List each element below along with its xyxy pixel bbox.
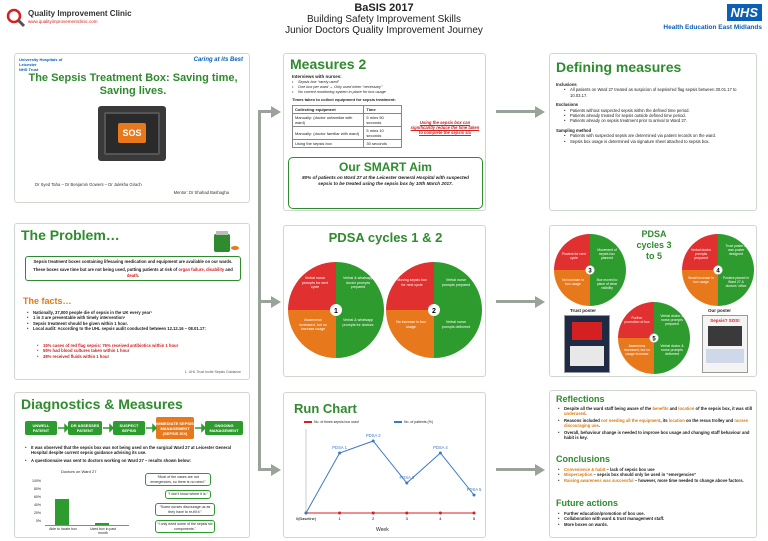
data-point (338, 452, 341, 455)
pdsa12-title: PDSA cycles 1 & 2 (328, 230, 443, 245)
data-point (405, 482, 408, 485)
defining-title: Defining measures (556, 59, 682, 75)
pdsa-label: PDSA 4 (433, 445, 448, 450)
magnifier-icon (6, 8, 26, 28)
org-subname: NHS Trust (19, 67, 39, 72)
reflection-text: , its (660, 417, 669, 423)
problem-panel (14, 223, 250, 380)
trust-poster (564, 315, 610, 373)
smart-box (288, 157, 483, 209)
future-item: • Collaboration with ward & trust management staff. (558, 516, 754, 521)
x-cat-1: Able to locate box (49, 527, 77, 531)
logo-title: Quality Improvement Clinic (28, 9, 132, 18)
y-tick: 80% (33, 487, 41, 491)
svg-text:5: 5 (652, 336, 656, 343)
x-tick-label: 4 (439, 516, 442, 521)
conclusion-text: – lack of sepsis box use (605, 467, 655, 472)
reflection-text: . (598, 423, 600, 429)
table-cell: Manually: (doctor unfamiliar with ward) (293, 114, 364, 127)
conclusion-text: – however, more time needed to change above factors. (633, 477, 744, 483)
facts-title: The facts… (23, 296, 72, 306)
x-tick-label: 2 (372, 516, 375, 521)
reflection-text: Overall, behaviour change is needed to improve box usage and changing staff behaviour and habit is key. (564, 429, 750, 441)
uhl-logo (19, 57, 79, 72)
interview-item: • Sepsis box “rarely used” (292, 80, 386, 85)
data-point (338, 512, 341, 515)
conclusions-title: Conclusions (556, 454, 611, 464)
reflection-item (558, 430, 754, 441)
flow-step-2: DR ASSESSES PATIENT (68, 421, 102, 435)
diag-item: • It was observed that the sepsis box was not being used on the surgical Ward 27 at Leicester General Hospital despite current sepsis guidance advising its use. (25, 445, 243, 456)
future-list (558, 511, 754, 527)
c3-act: Posters for next cycle (562, 252, 586, 261)
reflection-item (558, 418, 754, 429)
fact-item: • 1 in 3 are preventable with timely intervention¹ (27, 315, 239, 320)
reflection-item (558, 406, 754, 417)
interview-item: • One box per ward → Only used when “necessary” (292, 85, 386, 90)
legend-2-label: No. of patients (%) (404, 420, 433, 424)
data-point (372, 440, 375, 443)
page-subtitle: Building Safety Improvement Skills (307, 14, 461, 25)
c3-do: Box moved to place of clear visibility (596, 278, 618, 291)
problem-p2 (30, 267, 236, 278)
future-item: • More boxes on wards. (558, 522, 754, 527)
pdsa12-panel (283, 225, 486, 377)
measures2-title: Measures 2 (290, 56, 367, 72)
logo-url: www.qualityimprovementclinic.com (28, 19, 98, 24)
mentor: Mentor: Dr Shahad Bashagha (173, 190, 229, 195)
smart-title: Our SMART Aim (339, 160, 432, 174)
fact-item: • Local audit: According to the UHL sepsis audit conducted between 12.12.16 – 08.01.17: (27, 326, 239, 331)
pdsa-label: PDSA 5 (466, 487, 482, 492)
pdsa35-title: PDSA cycles 3 to 5 (636, 229, 672, 261)
quote-1: “Most of the cases are not emergencies, so there is no need.” (145, 473, 211, 486)
svg-text:2: 2 (432, 308, 436, 315)
our-poster (702, 315, 748, 373)
reflection-text: of the sepsis box, it was still (694, 406, 753, 411)
x-tick-label: 3 (405, 516, 408, 521)
c2-study: No increase in box usage (396, 320, 426, 329)
reflection-key: underused (564, 411, 586, 417)
problem-box (25, 256, 241, 281)
questionnaire-chart-title: Doctors on Ward 27 (61, 469, 97, 474)
th-time: Time (364, 106, 402, 114)
sampling-item: • Sepsis box usage is determined via signature sheet attached to sepsis box. (564, 139, 752, 144)
c2-do: Verbal nurse prompts delivered (441, 320, 471, 329)
conclusions-list (558, 467, 754, 483)
quote-3: “Some nurses discourage us as they have to re-fill it.” (155, 503, 215, 516)
problem-p2-and: and (224, 267, 233, 273)
x-axis-label: Week (376, 527, 389, 533)
hee-label: Health Education East Midlands (663, 24, 762, 31)
fact-item: • Sepsis treatment should be given within 1 hour. (27, 321, 239, 326)
y-tick: 20% (33, 511, 41, 515)
interview-item: • No current monitoring system in place for box usage (292, 90, 386, 95)
audit-item: • 38% received fluids within 1 hour (37, 354, 237, 359)
sepsis-title: The Sepsis Treatment Box: Saving time, Saving lives. (28, 72, 238, 97)
data-point (405, 512, 408, 515)
pdsa-label: PDSA 3 (399, 475, 415, 480)
table-cell: 5 mins 10 seconds (364, 127, 402, 140)
flow-step-3: SUSPECT SEPSIS (113, 421, 145, 435)
y-tick: 0% (35, 519, 41, 523)
y-tick: 100% (32, 479, 41, 483)
c2-act: Moving sepsis box for next cycle (397, 278, 427, 287)
run-chart (284, 393, 486, 538)
table-row (293, 114, 402, 127)
pdsa12-cycles (284, 250, 486, 374)
reflection-text: . (585, 411, 587, 417)
problem-p1: Sepsis treatment boxes containing lifesaving medication and equipment are available on our wards. (33, 259, 233, 264)
header-logo (6, 6, 146, 32)
c3-plan: Movement of sepsis box planned (597, 248, 617, 261)
reflection-text: Reasons included (564, 417, 601, 423)
table-cell: Manually: (doctor familiar with ward) (293, 127, 364, 140)
x-tick-label: 5 (472, 516, 476, 521)
reflections-title: Reflections (556, 394, 605, 404)
measures2-panel (283, 53, 486, 211)
quote-4: “I only need some of the sepsis six components.” (155, 520, 215, 533)
c4-do: Posters placed in Ward 27 & doctors' office (722, 276, 749, 289)
svg-text:1: 1 (334, 308, 338, 315)
exclusions-title: Exclusions (556, 102, 579, 108)
pdsa-label: PDSA 1 (332, 445, 347, 450)
sepsis-panel (14, 53, 250, 203)
inclusions-title: Inclusions (556, 82, 577, 87)
audit-item: • 55% had blood cultures taken within 1 hour (37, 348, 237, 353)
conclusion-item (558, 478, 754, 483)
reflection-text: on the resus trolley and (684, 417, 735, 423)
fact-item: • Nationally, 37,000 people die of sepsis in the UK every year¹ (27, 310, 239, 315)
reflection-key: not needing all the equipment (601, 417, 661, 423)
diagnostics-title: Diagnostics & Measures (21, 396, 183, 412)
th-equipment: Collecting equipment (293, 106, 364, 114)
conclusion-key: Raising awareness was successful (564, 477, 634, 483)
times-title: Times taken to collect equipment for sepsis treatment: (292, 97, 396, 102)
times-note: Using the sepsis box can significantly reduce the time taken to complete the sepsis six (410, 120, 480, 136)
problem-p2-death: death (126, 272, 138, 278)
authors: Dr Syed Taha – Dr Benjamin Gowers – Dr Julekha Girach (35, 182, 142, 187)
times-table (292, 105, 402, 148)
inclusion-item: • All patients on Ward 27 treated as suspicion of sepsis/red flag sepsis between 30.01.17 to 10.03.17. (564, 87, 752, 98)
y-tick: 40% (33, 503, 41, 507)
x-cat-2: Used box in past month (89, 527, 117, 535)
data-point (439, 452, 442, 455)
our-poster-title: Sepsis? SOS! (710, 318, 740, 323)
reflection-text: and (668, 406, 679, 411)
page-title: BaSIS 2017 (354, 2, 414, 14)
smart-text: 80% of patients on Ward 27 at the Leicester General Hospital with suspected sepsis to be treated using the sepsis box by 10th March 2017. (302, 175, 469, 186)
flow-step-5: ONGOING MANAGEMENT (205, 421, 243, 435)
data-point (439, 512, 442, 515)
exclusion-item: • Patients already on sepsis treatment prior to arrival to Ward 27. (564, 118, 752, 123)
data-point (473, 512, 476, 515)
our-poster-label: Our poster (708, 308, 732, 313)
sampling-item: • Patients with suspected sepsis are determined via patient records on the ward. (564, 133, 752, 138)
legend-1-label: No. of times sepsis box used (314, 420, 359, 424)
exclusion-item: • Patients already treated for sepsis outside defined time period. (564, 113, 752, 118)
exclusion-item: • Patients without suspected sepsis within the defined time period. (564, 108, 752, 113)
data-point (372, 512, 375, 515)
footnote: 1. UHL Trust Incite Sepsis Guidance (184, 370, 241, 374)
tagline: Caring at its Best (193, 57, 243, 63)
table-row (293, 140, 402, 148)
org-name: University Hospitals of Leicester (19, 57, 63, 67)
page-subtitle-2: Junior Doctors Quality Improvement Journey (285, 25, 483, 36)
trust-poster-label: Trust poster (570, 308, 597, 313)
reflections-panel (549, 390, 757, 538)
svg-text:4: 4 (716, 268, 720, 275)
reflection-text: Despite all the ward staff being aware of the (564, 406, 653, 411)
future-title: Future actions (556, 498, 619, 508)
y-tick: 60% (33, 495, 41, 499)
problem-p2-end: . (138, 272, 140, 278)
data-point (473, 494, 476, 497)
facts-list (27, 310, 239, 332)
c1-study: Awareness increased, but no increase usage (299, 318, 327, 331)
c2-plan: Verbal nurse prompts prepared (441, 278, 471, 287)
table-row (293, 127, 402, 140)
sampling-list (556, 133, 752, 144)
defining-measures-panel (549, 53, 757, 211)
questionnaire-chart (25, 469, 135, 535)
defining-body (556, 82, 752, 144)
c3-study: No increase in box usage (562, 278, 584, 287)
c1-plan: Verbal & whatsapp doctor prompts prepared (343, 276, 373, 289)
table-cell: 30 seconds (364, 140, 402, 148)
c1-act: Verbal nurse prompts for next cycle (302, 276, 328, 289)
header-titles (200, 2, 568, 36)
run-chart-panel (283, 392, 486, 538)
reflection-key: location (678, 406, 695, 411)
inclusions-list (556, 87, 752, 98)
diag-item: • A questionnaire was sent to doctors working on Ward 27 – results shown below: (25, 458, 243, 463)
c4-act: Verbal doctor prompts prepared (691, 248, 711, 261)
c4-study: Small increase in box usage (688, 276, 714, 285)
sepsis-box-image (98, 106, 166, 161)
x-tick-label: 0(Baseline) (295, 516, 317, 521)
interviews-list (292, 80, 386, 94)
series-line-2 (306, 441, 474, 513)
run-title: Run Chart (294, 401, 357, 416)
conclusion-key: Convenience & habit (564, 467, 606, 472)
c4-plan: Trust poster & own poster designed (725, 244, 747, 257)
pdsa-label: PDSA 2 (365, 433, 381, 438)
y-axis-ticks (25, 477, 41, 525)
c5-study: Awareness increased, but no usage increase (623, 344, 650, 357)
reflection-key: nurses discouraging use (564, 417, 749, 429)
x-axis-line (45, 525, 129, 526)
quote-2: “I don’t know where it is.” (165, 490, 211, 499)
audit-item: • 15% cases of red flag sepsis: 76% received antibiotics within 1 hour (37, 343, 237, 348)
table-cell: 5 mins 50 seconds (364, 114, 402, 127)
c5-do: Verbal doctor & nurse prompts delivered (660, 344, 684, 357)
c5-plan: Verbal doctor & nurse prompts prepared (660, 314, 684, 327)
future-item: • Further education/promotion of box use. (558, 511, 754, 516)
x-tick-label: 1 (338, 516, 341, 521)
nhs-logo: NHS (727, 4, 762, 21)
sos-label: SOS (118, 123, 146, 143)
bar-able-locate (55, 499, 69, 525)
diag-list (25, 445, 243, 463)
c1-do: Verbal & whatsapp prompts for doctors (342, 318, 374, 327)
flow-arrows (15, 422, 250, 434)
conclusion-key: Misperception (564, 472, 593, 478)
problem-title: The Problem… (21, 227, 120, 243)
conclusion-text: – sepsis box should only be used in “emergencies” (592, 472, 697, 478)
problem-p2-text: These boxes save time but are not being used, putting patients at risk of (33, 267, 179, 273)
sampling-title: Sampling method (556, 127, 592, 133)
reflections-list (558, 406, 754, 441)
diagnostics-panel (14, 392, 250, 538)
reflection-key: benefits (652, 406, 669, 411)
flow-step-4: IMMEDIATE SEPSIS MANAGEMENT (SEPSIS SIX) (156, 417, 194, 439)
interviews-title: Interviews with nurses: (292, 74, 342, 79)
svg-text:3: 3 (588, 268, 592, 275)
flow-step-1: UNWELL PATIENT (25, 421, 57, 435)
reflection-key: location (668, 417, 685, 423)
data-point (305, 512, 308, 515)
problem-p2-organ: organ failure, disability (178, 267, 225, 273)
audit-list (37, 343, 237, 359)
exclusions-list (556, 108, 752, 124)
table-cell: Using the sepsis box (293, 140, 364, 148)
medicine-icon (211, 228, 241, 256)
pdsa35-panel (549, 225, 757, 377)
c5-act: Further promotion of box (624, 316, 650, 325)
